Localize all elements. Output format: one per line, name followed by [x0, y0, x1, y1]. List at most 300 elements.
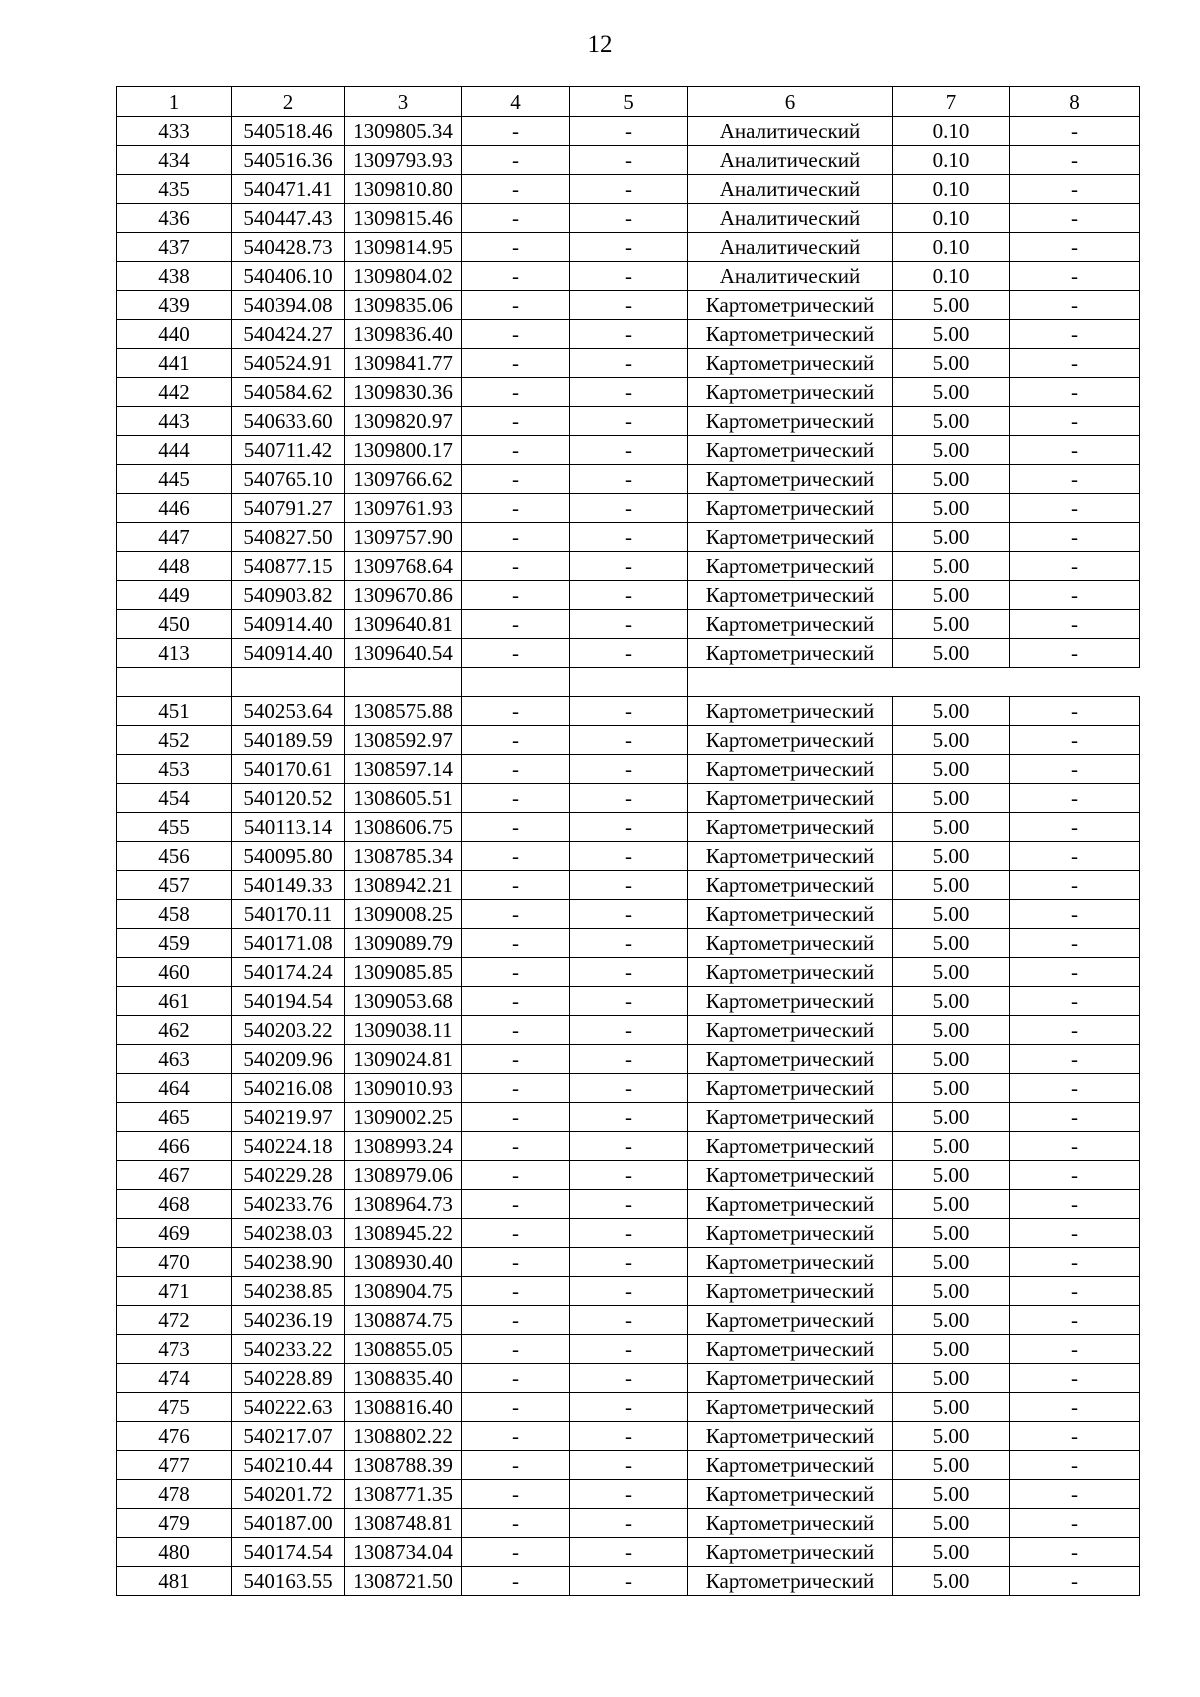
point-number-cell: 436: [117, 204, 232, 233]
column-5-cell: -: [570, 1103, 688, 1132]
method-cell: Картометрический: [688, 1451, 893, 1480]
column-4-cell: -: [462, 494, 570, 523]
column-4-cell: -: [462, 465, 570, 494]
y-coordinate-cell: 1309053.68: [345, 987, 462, 1016]
coordinates-table: [116, 86, 1140, 1596]
y-coordinate-cell: 1309766.62: [345, 465, 462, 494]
table-row: [117, 1335, 1140, 1364]
method-cell: Картометрический: [688, 610, 893, 639]
column-5-cell: -: [570, 233, 688, 262]
y-coordinate-cell: 1309804.02: [345, 262, 462, 291]
column-5-cell: -: [570, 929, 688, 958]
y-coordinate-cell: 1308734.04: [345, 1538, 462, 1567]
y-coordinate-cell: 1309757.90: [345, 523, 462, 552]
x-coordinate-cell: 540711.42: [232, 436, 345, 465]
column-8-cell: -: [1010, 871, 1140, 900]
table-row: [117, 1219, 1140, 1248]
accuracy-cell: 5.00: [893, 291, 1010, 320]
column-8-cell: -: [1010, 726, 1140, 755]
method-cell: Картометрический: [688, 465, 893, 494]
accuracy-cell: 5.00: [893, 1451, 1010, 1480]
column-4-cell: -: [462, 1422, 570, 1451]
column-5-cell: -: [570, 146, 688, 175]
method-cell: Картометрический: [688, 900, 893, 929]
column-8-cell: -: [1010, 1567, 1140, 1596]
method-cell: Картометрический: [688, 1335, 893, 1364]
column-8-cell: -: [1010, 204, 1140, 233]
table-row: [117, 436, 1140, 465]
method-cell: Картометрический: [688, 581, 893, 610]
y-coordinate-cell: 1308945.22: [345, 1219, 462, 1248]
method-cell: Картометрический: [688, 349, 893, 378]
column-4-cell: -: [462, 378, 570, 407]
point-number-cell: 413: [117, 639, 232, 668]
method-cell: Картометрический: [688, 1103, 893, 1132]
table-row: [117, 378, 1140, 407]
point-number-cell: 461: [117, 987, 232, 1016]
column-5-cell: -: [570, 1219, 688, 1248]
column-4-cell: -: [462, 436, 570, 465]
x-coordinate-cell: 540170.61: [232, 755, 345, 784]
table-row: [117, 1277, 1140, 1306]
method-cell: Картометрический: [688, 1132, 893, 1161]
x-coordinate-cell: 540633.60: [232, 407, 345, 436]
accuracy-cell: 5.00: [893, 1509, 1010, 1538]
column-5-cell: -: [570, 1538, 688, 1567]
table-row: [117, 1567, 1140, 1596]
point-number-cell: 458: [117, 900, 232, 929]
y-coordinate-cell: 1309810.80: [345, 175, 462, 204]
table-row: [117, 639, 1140, 668]
accuracy-cell: 5.00: [893, 755, 1010, 784]
accuracy-cell: 5.00: [893, 871, 1010, 900]
point-number-cell: 455: [117, 813, 232, 842]
accuracy-cell: 0.10: [893, 233, 1010, 262]
column-8-cell: -: [1010, 1190, 1140, 1219]
column-5-cell: -: [570, 813, 688, 842]
y-coordinate-cell: 1309805.34: [345, 117, 462, 146]
accuracy-cell: 5.00: [893, 349, 1010, 378]
table-row: [117, 349, 1140, 378]
point-number-cell: 462: [117, 1016, 232, 1045]
accuracy-cell: 5.00: [893, 1480, 1010, 1509]
point-number-cell: 453: [117, 755, 232, 784]
table-row: [117, 1103, 1140, 1132]
y-coordinate-cell: 1308605.51: [345, 784, 462, 813]
x-coordinate-cell: 540113.14: [232, 813, 345, 842]
column-5-cell: -: [570, 1190, 688, 1219]
column-8-cell: -: [1010, 1335, 1140, 1364]
x-coordinate-cell: 540791.27: [232, 494, 345, 523]
point-number-cell: 473: [117, 1335, 232, 1364]
table-row: [117, 755, 1140, 784]
table-row: [117, 842, 1140, 871]
accuracy-cell: 5.00: [893, 436, 1010, 465]
column-5-cell: -: [570, 175, 688, 204]
table-row: [117, 117, 1140, 146]
accuracy-cell: 5.00: [893, 987, 1010, 1016]
column-8-cell: -: [1010, 958, 1140, 987]
column-4-cell: -: [462, 1277, 570, 1306]
accuracy-cell: 5.00: [893, 1306, 1010, 1335]
table-row: [117, 1422, 1140, 1451]
column-5-cell: -: [570, 523, 688, 552]
column-5-cell: -: [570, 726, 688, 755]
column-4-cell: -: [462, 900, 570, 929]
column-5-cell: -: [570, 610, 688, 639]
method-cell: Картометрический: [688, 436, 893, 465]
method-cell: Картометрический: [688, 842, 893, 871]
column-4-cell: -: [462, 233, 570, 262]
column-5-cell: -: [570, 1132, 688, 1161]
x-coordinate-cell: 540236.19: [232, 1306, 345, 1335]
table-row: [117, 407, 1140, 436]
x-coordinate-cell: 540233.22: [232, 1335, 345, 1364]
column-8-cell: -: [1010, 1045, 1140, 1074]
x-coordinate-cell: 540203.22: [232, 1016, 345, 1045]
column-8-cell: -: [1010, 523, 1140, 552]
column-header: 8: [1010, 87, 1140, 117]
column-4-cell: -: [462, 639, 570, 668]
column-4-cell: -: [462, 1219, 570, 1248]
accuracy-cell: 5.00: [893, 552, 1010, 581]
method-cell: Картометрический: [688, 407, 893, 436]
x-coordinate-cell: 540914.40: [232, 639, 345, 668]
accuracy-cell: 0.10: [893, 117, 1010, 146]
column-5-cell: -: [570, 465, 688, 494]
accuracy-cell: 5.00: [893, 697, 1010, 726]
x-coordinate-cell: 540189.59: [232, 726, 345, 755]
y-coordinate-cell: 1309640.54: [345, 639, 462, 668]
accuracy-cell: 5.00: [893, 320, 1010, 349]
method-cell: Картометрический: [688, 929, 893, 958]
accuracy-cell: 5.00: [893, 900, 1010, 929]
point-number-cell: 476: [117, 1422, 232, 1451]
x-coordinate-cell: 540903.82: [232, 581, 345, 610]
method-cell: Картометрический: [688, 1219, 893, 1248]
column-4-cell: -: [462, 1509, 570, 1538]
column-4-cell: -: [462, 726, 570, 755]
column-5-cell: -: [570, 291, 688, 320]
method-cell: Аналитический: [688, 146, 893, 175]
column-4-cell: -: [462, 320, 570, 349]
point-number-cell: 449: [117, 581, 232, 610]
y-coordinate-cell: 1309670.86: [345, 581, 462, 610]
point-number-cell: 470: [117, 1248, 232, 1277]
y-coordinate-cell: 1308606.75: [345, 813, 462, 842]
accuracy-cell: 5.00: [893, 1103, 1010, 1132]
table-row: [117, 1480, 1140, 1509]
column-8-cell: -: [1010, 1219, 1140, 1248]
point-number-cell: 478: [117, 1480, 232, 1509]
column-4-cell: -: [462, 204, 570, 233]
point-number-cell: 467: [117, 1161, 232, 1190]
y-coordinate-cell: 1308993.24: [345, 1132, 462, 1161]
column-8-cell: -: [1010, 784, 1140, 813]
x-coordinate-cell: 540170.11: [232, 900, 345, 929]
column-8-cell: -: [1010, 1364, 1140, 1393]
accuracy-cell: 5.00: [893, 494, 1010, 523]
column-8-cell: -: [1010, 291, 1140, 320]
column-5-cell: -: [570, 1480, 688, 1509]
column-5-cell: -: [570, 1161, 688, 1190]
y-coordinate-cell: 1309010.93: [345, 1074, 462, 1103]
column-header: 4: [462, 87, 570, 117]
method-cell: Аналитический: [688, 233, 893, 262]
method-cell: Аналитический: [688, 117, 893, 146]
column-4-cell: -: [462, 1567, 570, 1596]
column-5-cell: -: [570, 581, 688, 610]
column-4-cell: -: [462, 146, 570, 175]
y-coordinate-cell: 1308788.39: [345, 1451, 462, 1480]
column-4-cell: -: [462, 117, 570, 146]
accuracy-cell: 5.00: [893, 1016, 1010, 1045]
y-coordinate-cell: 1308874.75: [345, 1306, 462, 1335]
point-number-cell: 441: [117, 349, 232, 378]
accuracy-cell: 5.00: [893, 1045, 1010, 1074]
y-coordinate-cell: 1309836.40: [345, 320, 462, 349]
column-5-cell: -: [570, 842, 688, 871]
x-coordinate-cell: 540224.18: [232, 1132, 345, 1161]
y-coordinate-cell: 1308979.06: [345, 1161, 462, 1190]
table-row: [117, 320, 1140, 349]
point-number-cell: 445: [117, 465, 232, 494]
page-number: 12: [587, 31, 613, 58]
column-8-cell: -: [1010, 1538, 1140, 1567]
x-coordinate-cell: 540174.24: [232, 958, 345, 987]
method-cell: Картометрический: [688, 958, 893, 987]
accuracy-cell: 5.00: [893, 958, 1010, 987]
x-coordinate-cell: 540194.54: [232, 987, 345, 1016]
x-coordinate-cell: 540219.97: [232, 1103, 345, 1132]
column-4-cell: -: [462, 958, 570, 987]
y-coordinate-cell: 1308785.34: [345, 842, 462, 871]
x-coordinate-cell: 540914.40: [232, 610, 345, 639]
table-row: [117, 1190, 1140, 1219]
table-row: [117, 1393, 1140, 1422]
y-coordinate-cell: 1309793.93: [345, 146, 462, 175]
column-4-cell: -: [462, 349, 570, 378]
point-number-cell: 444: [117, 436, 232, 465]
y-coordinate-cell: 1309800.17: [345, 436, 462, 465]
point-number-cell: 460: [117, 958, 232, 987]
y-coordinate-cell: 1309089.79: [345, 929, 462, 958]
table-row: [117, 552, 1140, 581]
accuracy-cell: 5.00: [893, 1422, 1010, 1451]
table-row: [117, 784, 1140, 813]
point-number-cell: 469: [117, 1219, 232, 1248]
x-coordinate-cell: 540238.85: [232, 1277, 345, 1306]
table-row: [117, 581, 1140, 610]
point-number-cell: 477: [117, 1451, 232, 1480]
accuracy-cell: 5.00: [893, 639, 1010, 668]
accuracy-cell: 5.00: [893, 1364, 1010, 1393]
method-cell: Аналитический: [688, 262, 893, 291]
column-5-cell: -: [570, 784, 688, 813]
method-cell: Картометрический: [688, 1422, 893, 1451]
x-coordinate-cell: 540201.72: [232, 1480, 345, 1509]
column-5-cell: -: [570, 1074, 688, 1103]
y-coordinate-cell: 1309841.77: [345, 349, 462, 378]
x-coordinate-cell: 540584.62: [232, 378, 345, 407]
x-coordinate-cell: 540149.33: [232, 871, 345, 900]
point-number-cell: 464: [117, 1074, 232, 1103]
column-8-cell: -: [1010, 1451, 1140, 1480]
point-number-cell: 434: [117, 146, 232, 175]
column-4-cell: -: [462, 842, 570, 871]
column-5-cell: -: [570, 958, 688, 987]
column-4-cell: -: [462, 1306, 570, 1335]
column-5-cell: -: [570, 1016, 688, 1045]
table-row: [117, 929, 1140, 958]
column-8-cell: -: [1010, 175, 1140, 204]
accuracy-cell: 5.00: [893, 726, 1010, 755]
table-row: [117, 233, 1140, 262]
column-4-cell: -: [462, 175, 570, 204]
y-coordinate-cell: 1308835.40: [345, 1364, 462, 1393]
y-coordinate-cell: 1308904.75: [345, 1277, 462, 1306]
column-4-cell: -: [462, 871, 570, 900]
accuracy-cell: 5.00: [893, 929, 1010, 958]
method-cell: Картометрический: [688, 871, 893, 900]
column-4-cell: -: [462, 291, 570, 320]
column-4-cell: -: [462, 1248, 570, 1277]
column-8-cell: -: [1010, 755, 1140, 784]
method-cell: Аналитический: [688, 204, 893, 233]
accuracy-cell: 0.10: [893, 175, 1010, 204]
point-number-cell: 480: [117, 1538, 232, 1567]
table-row: [117, 262, 1140, 291]
y-coordinate-cell: 1309835.06: [345, 291, 462, 320]
column-5-cell: -: [570, 552, 688, 581]
method-cell: Картометрический: [688, 1567, 893, 1596]
y-coordinate-cell: 1309761.93: [345, 494, 462, 523]
x-coordinate-cell: 540163.55: [232, 1567, 345, 1596]
table-row: [117, 204, 1140, 233]
column-header: 6: [688, 87, 893, 117]
column-5-cell: -: [570, 494, 688, 523]
x-coordinate-cell: 540471.41: [232, 175, 345, 204]
column-8-cell: -: [1010, 1480, 1140, 1509]
method-cell: Картометрический: [688, 320, 893, 349]
column-8-cell: -: [1010, 581, 1140, 610]
x-coordinate-cell: 540238.90: [232, 1248, 345, 1277]
column-4-cell: -: [462, 523, 570, 552]
point-number-cell: 446: [117, 494, 232, 523]
column-8-cell: -: [1010, 1016, 1140, 1045]
y-coordinate-cell: 1309815.46: [345, 204, 462, 233]
point-number-cell: 457: [117, 871, 232, 900]
column-header: 5: [570, 87, 688, 117]
column-4-cell: -: [462, 987, 570, 1016]
column-4-cell: -: [462, 262, 570, 291]
table-row: [117, 291, 1140, 320]
accuracy-cell: 0.10: [893, 262, 1010, 291]
accuracy-cell: 5.00: [893, 1335, 1010, 1364]
column-header: 1: [117, 87, 232, 117]
x-coordinate-cell: 540210.44: [232, 1451, 345, 1480]
column-4-cell: -: [462, 1074, 570, 1103]
x-coordinate-cell: 540187.00: [232, 1509, 345, 1538]
method-cell: Картометрический: [688, 523, 893, 552]
table-row: [117, 1306, 1140, 1335]
method-cell: Картометрический: [688, 1074, 893, 1103]
method-cell: Картометрический: [688, 378, 893, 407]
column-5-cell: -: [570, 697, 688, 726]
accuracy-cell: 5.00: [893, 581, 1010, 610]
column-8-cell: -: [1010, 900, 1140, 929]
column-4-cell: -: [462, 1103, 570, 1132]
y-coordinate-cell: 1308816.40: [345, 1393, 462, 1422]
accuracy-cell: 5.00: [893, 842, 1010, 871]
table-row: [117, 465, 1140, 494]
column-5-cell: -: [570, 1567, 688, 1596]
column-header: 3: [345, 87, 462, 117]
empty-cell: [570, 668, 688, 697]
table-row: [117, 1248, 1140, 1277]
x-coordinate-cell: 540394.08: [232, 291, 345, 320]
column-5-cell: -: [570, 262, 688, 291]
x-coordinate-cell: 540216.08: [232, 1074, 345, 1103]
accuracy-cell: 5.00: [893, 465, 1010, 494]
table-row: [117, 1016, 1140, 1045]
y-coordinate-cell: 1309002.25: [345, 1103, 462, 1132]
column-4-cell: -: [462, 1335, 570, 1364]
x-coordinate-cell: 540233.76: [232, 1190, 345, 1219]
method-cell: Картометрический: [688, 987, 893, 1016]
column-5-cell: -: [570, 1335, 688, 1364]
column-4-cell: -: [462, 697, 570, 726]
y-coordinate-cell: 1308930.40: [345, 1248, 462, 1277]
y-coordinate-cell: 1309768.64: [345, 552, 462, 581]
accuracy-cell: 5.00: [893, 610, 1010, 639]
y-coordinate-cell: 1309085.85: [345, 958, 462, 987]
table-row: [117, 987, 1140, 1016]
column-8-cell: -: [1010, 697, 1140, 726]
method-cell: Картометрический: [688, 639, 893, 668]
y-coordinate-cell: 1309008.25: [345, 900, 462, 929]
y-coordinate-cell: 1308771.35: [345, 1480, 462, 1509]
x-coordinate-cell: 540424.27: [232, 320, 345, 349]
column-8-cell: -: [1010, 1132, 1140, 1161]
point-number-cell: 442: [117, 378, 232, 407]
column-8-cell: -: [1010, 349, 1140, 378]
accuracy-cell: 5.00: [893, 1567, 1010, 1596]
column-5-cell: -: [570, 1364, 688, 1393]
column-5-cell: -: [570, 871, 688, 900]
column-4-cell: -: [462, 1016, 570, 1045]
column-8-cell: -: [1010, 1393, 1140, 1422]
table-row: [117, 1045, 1140, 1074]
method-cell: Картометрический: [688, 1190, 893, 1219]
column-8-cell: -: [1010, 262, 1140, 291]
method-cell: Картометрический: [688, 1277, 893, 1306]
column-4-cell: -: [462, 1451, 570, 1480]
method-cell: Картометрический: [688, 1161, 893, 1190]
method-cell: Картометрический: [688, 1306, 893, 1335]
empty-cell: [345, 668, 462, 697]
y-coordinate-cell: 1308855.05: [345, 1335, 462, 1364]
column-5-cell: -: [570, 1045, 688, 1074]
table-row: [117, 1132, 1140, 1161]
column-8-cell: -: [1010, 146, 1140, 175]
accuracy-cell: 5.00: [893, 1393, 1010, 1422]
column-4-cell: -: [462, 1045, 570, 1074]
y-coordinate-cell: 1308721.50: [345, 1567, 462, 1596]
x-coordinate-cell: 540238.03: [232, 1219, 345, 1248]
table-row: [117, 523, 1140, 552]
column-8-cell: -: [1010, 1509, 1140, 1538]
